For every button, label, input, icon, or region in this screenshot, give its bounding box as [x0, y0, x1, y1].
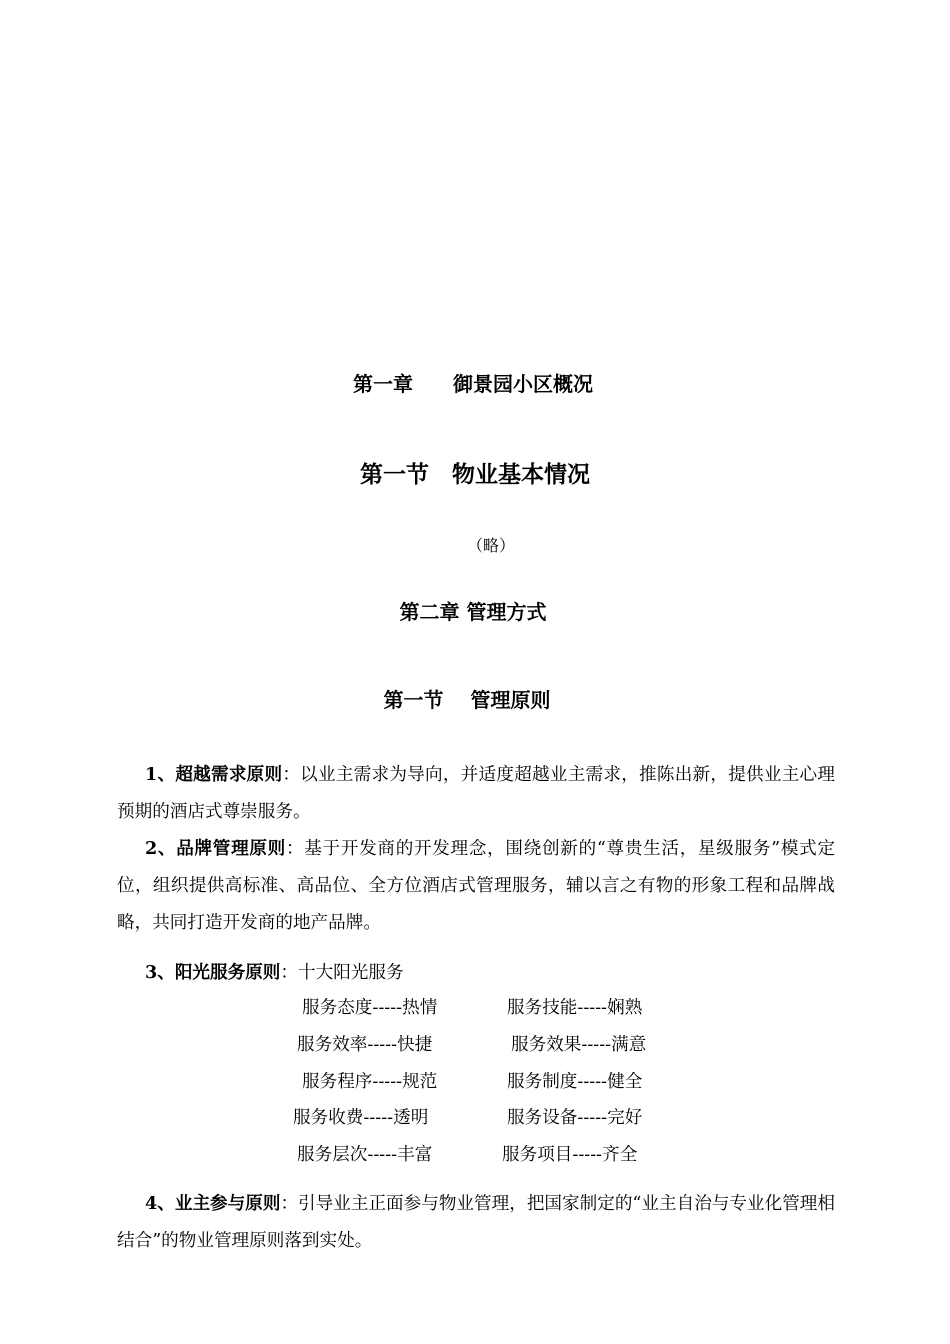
service-item: 服务层次-----丰富 — [297, 1145, 433, 1165]
principle-1-paragraph — [117, 756, 835, 831]
omitted-note: （略） — [466, 536, 515, 555]
service-item: 服务效果-----满意 — [511, 1035, 647, 1055]
service-item: 服务技能-----娴熟 — [507, 998, 643, 1018]
principle-1-text: 以业主需求为导向，并适度超越业主需求，推陈出新，提供业主心理预期的酒店式尊崇服务。 — [117, 765, 835, 822]
principle-2-text: 基于开发商的开发理念，围绕创新的“尊贵生活，星级服务”模式定位，组织提供高标准、高品位、全方位酒店式管理服务，辅以言之有物的形象工程和品牌战略，共同打造开发商的地产品牌。 — [117, 839, 835, 933]
service-item: 服务制度-----健全 — [507, 1072, 643, 1092]
principle-2-label: 2、品牌管理原则 — [145, 838, 286, 859]
principle-3-colon: ： — [280, 963, 299, 983]
principle-3-label: 3、阳光服务原则 — [145, 962, 281, 983]
chapter-1-title: 第一章 御景园小区概况 — [353, 372, 593, 396]
principle-2-paragraph — [117, 830, 835, 942]
service-item: 服务收费-----透明 — [293, 1108, 429, 1128]
principle-3-paragraph — [117, 954, 835, 992]
principle-4-colon: ： — [280, 1194, 299, 1214]
service-item: 服务项目-----齐全 — [502, 1145, 638, 1165]
service-item: 服务设备-----完好 — [507, 1108, 643, 1128]
principle-4-label: 4、业主参与原则 — [145, 1193, 281, 1214]
chapter-2-title: 第二章 管理方式 — [399, 600, 547, 624]
principle-3-text: 十大阳光服务 — [298, 963, 404, 983]
principle-1-label: 1、超越需求原则 — [145, 764, 283, 785]
principle-2-colon: ： — [285, 839, 305, 859]
section-1-title: 第一节 物业基本情况 — [360, 462, 590, 488]
principle-4-text: 引导业主正面参与物业管理，把国家制定的“业主自治与专业化管理相结合”的物业管理原则落到实处。 — [117, 1194, 835, 1251]
principle-4-paragraph — [117, 1185, 835, 1260]
service-item: 服务态度-----热情 — [302, 998, 438, 1018]
section-2-title: 第一节 管理原则 — [383, 688, 551, 712]
service-item: 服务效率-----快捷 — [297, 1035, 433, 1055]
service-item: 服务程序-----规范 — [302, 1072, 438, 1092]
principle-1-colon: ： — [282, 765, 301, 785]
